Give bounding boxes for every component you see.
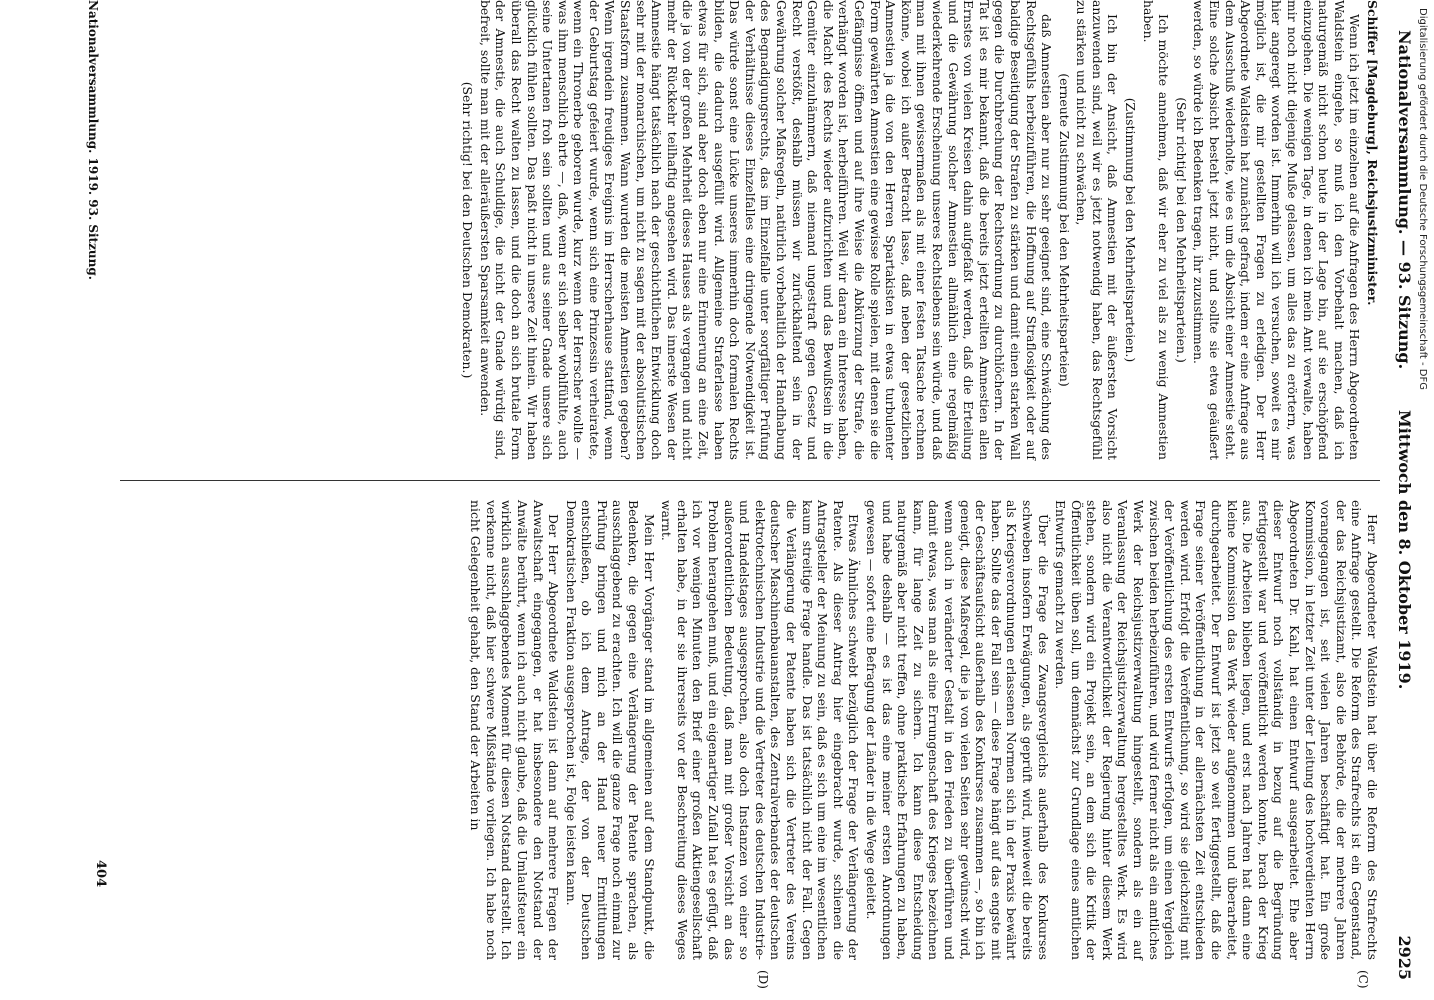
interjection: (Sehr richtig! bei den Mehrheitsparteien.)	[1173, 97, 1189, 363]
page-number: 2925	[1395, 935, 1414, 980]
interjection: (Sehr richtig! bei den Deutschen Demokraten.)	[460, 81, 476, 379]
header-center: Mittwoch den 8. Oktober 1919.	[1395, 410, 1414, 690]
marker-c: (C)	[1356, 970, 1370, 989]
paragraph: Herr Abgeordneter Waldstein hat über die Reform des Strafrechts eine Anfrage gestellt. Die Reform des Strafrechts ist ein Gegenstand, der das Reichsjustizamt, also die Behörde, die der mehrere Jahren vorangegangen ist, seit vielen Jahren beschäftigt hat. Ein große Kommission, in letzter Zeit unter der Leitung des hochverdienten Herrn Abgeordneten Dr. Kahl, hat einen Entwurf ausgearbeitet. Ehe aber dieser Entwurf noch vollständig in bezug auf die Begründung fertiggestellt war und veröffentlicht werden konnte, brach der Krieg aus. Die Arbeiten blieben liegen, und erst nach Jahren hat dann eine kleine Kommission das Werk wieder aufgenommen und überarbeitet, durchgearbeitet. Der Entwurf ist jetzt so weit fertiggestellt, daß die Frage seiner Veröffentlichung in der allernächsten Zeit entschieden werden wird. Erfolgt die Veröffentlichung, so wird sie gleichzeitig mit der Veröffentlichung des ersten Entwurfs erfolgen, um einen Vergleich zwischen beiden herbeizuführen, und wird ferner nicht als ein amtliches Werk der Reichsjustizverwaltung hingestellt, sondern als ein auf Veranlassung der Reichsjustizverwaltung hergestelltes Werk. Es wird also nicht die Verantwortlichkeit der Regierung hinter diesem Werk stehen, sondern wird ein Projekt sein, an dem sich die Kritik der Öffentlichkeit üben soll, um demnächst zur Grundlage eines amtlichen Entwurfs gemacht zu werden.	[1053, 500, 1380, 960]
paragraph: Der Herr Abgeordnete Waldstein ist dann auf mehrere Fragen der Anwaltschaft eingegangen, er hat insbesondere den Notstand der Anwälte berührt, wenn ich auch nicht glaube, daß die Umlaufsteuer ein wirklich ausschlaggebendes Moment für diesen Notstand darstellt. Ich verkenne nicht, daß hier schwere Mißstände vorliegen. Ich habe noch nicht Gelegenheit gehabt, den Stand der Arbeiten in	[468, 500, 562, 960]
paragraph: Mein Herr Vorgänger stand im allgemeinen auf dem Standpunkt, die Bedenken, die gegen eine Verlängerung der Patente sprachen, als ausschlaggebend zu erachten. Ich will die ganze Frage noch einmal zur Prüfung bringen und mich an der Hand neuer Ermittlungen entschließen, ob ich dem Antrage, der von der Deutschen Demokratischen Fraktion ausgesprochen ist, Folge leisten kann.	[563, 500, 657, 960]
paragraph: Wenn ich jetzt im einzelnen auf die Anfragen des Herrn Abgeordneten Waldstein eingehe, so muß ich den Vorbehalt machen, daß ich naturgemäß nicht schon heute in der Lage bin, auf sie erschöpfend einzugehen. Die wenigen Tage, in denen ich mein Amt verwalte, haben mir noch nicht diejenige Muße gelassen, um alles das zu erörtern, was hier angeregt worden ist. Immerhin will ich versuchen, soweit es mir möglich ist, die mir gestellten Fragen zu erledigen. Der Herr Abgeordnete Waldstein hat zunächst gefragt, indem er eine Anfrage aus dem Ausschuß wiederholte, wie es um die Absicht einer Amnestie steht. Eine solche Absicht besteht jetzt nicht, und sollte sie etwa geäußert werden, so würde ich Bedenken tragen, ihr zuzustimmen.	[1191, 0, 1363, 460]
paragraph: daß Amnestien aber nur zu sehr geeignet sind, eine Schwächung des Rechtsgefühls herbeizuführen, die Hoffnung auf Straflosigkeit oder auf baldige Beseitigung der Strafen zu stärken und damit einen starken Wall gegen die Durchbrechung der Rechtsordnung zu durchlöchern. In der Tat ist es mir bekannt, daß die bereits jetzt erteilten Amnestien allen Ernstes von vielen Kreisen dahin aufgefaßt werden, daß die Erteilung und die Gewährung solcher Amnestien allmählich eine regelmäßig wiederkehrende Erscheinung unseres Rechtslebens sein würde, und daß man mit ihnen gewissermaßen als mit einer festen Tatsache rechnen könne, wobei ich außer Betracht lasse, daß neben der gesetzlichen Amnestien ja die von den Herren Spartakisten in etwas turbulenter Form gewährten Amnestien eine gewisse Rolle spielen, mit denen sie die Gefängnisse öffnen und auf ihre Weise die Abkürzung der Strafe, die verhängt worden ist, herbeiführen. Weil wir daran ein Interesse haben, die Macht des Rechts wieder aufzurichten und das Bewußtsein in die Gemüter einzuhämmern, daß niemand ungestraft gegen Gesetz und Recht verstößt, deshalb müssen wir zurückhaltend sein in der Gewährung solcher Maßregeln, natürlich vorbehaltlich der Handhabung des Begnadigungsrechts, das im Einzelfalle unter sorgfältiger Prüfung der Verhältnisse dieses Einzelfalles eine dringende Notwendigkeit ist. Das würde sonst eine Lücke unseres immerhin doch formalen Rechts bilden, die dadurch ausgefüllt wird. Allgemeine Straferlasse haben etwas für sich, sind aber doch eben nur eine Erinnerung an eine Zeit, die ja von der großen Mehrheit dieses Hauses als vergangen und nicht mehr der Rückkehr teilhaftig angesehen wird. Das innerste Wesen der Amnestie hängt tatsächlich nach der geschichtlichen Entwicklung doch sehr mit der monarchischen, um nicht zu sagen mit der absolutistischen Staatsform zusammen. Wann wurden die meisten Amnestien gegeben? Wenn irgendein freudiges Ereignis im Herrscherhause stattfand, wenn der Geburtstag gefeiert wurde, wenn sich eine Prinzessin verheiratete, wenn ein Thronerbe geboren wurde, kurz wenn der Herrscher wollte — was ihm menschlich ehrte —, daß, wenn er sich selber wohlfühlte, auch seine Untertanen froh sein sollten und aus seiner Gnade unsere sich glücklich fühlen sollten. Das paßt nicht in unsere Zeit hinein. Wir haben überall das Recht walten zu lassen, und die doch an sich brutale Form der Amnestie, die auch Schuldige, die nicht der Gnade würdig sind, befreit, sollte man mit der alleräußersten Sparsamkeit anwenden.	[477, 0, 1055, 460]
paragraph: Über die Frage des Zwangsvergleichs außerhalb des Konkurses schweben insofern Erwägungen, als geprüft wird, inwieweit die bereits als Kriegsverordnungen erlassenen Normen sich in der Praxis bewährt haben. Sollte das der Fall sein — diese Frage hängt auf das engste mit der Geschäftsaufsicht außerhalb des Konkurses zusammen —, so bin ich geneigt, diese Maßregel, die ja von vielen Seiten sehr gewünscht wird, wenn auch in veränderter Gestalt in den Frieden zu überführen und damit etwas, was man als eine Errungenschaft des Krieges bezeichnen kann, für lange Zeit zu sichern. Ich kann diese Entscheidung naturgemäß aber nicht treffen, ohne praktische Erfahrungen zu haben, und habe deshalb — es ist das eine meiner ersten Anordnungen gewesen — sofort eine Befragung der Länder in die Wege geleitet.	[864, 500, 1051, 960]
dfg-notice	[1414, 8, 1430, 998]
left-column	[458, 0, 1380, 460]
paragraph: Ich bin der Ansicht, daß Amnestien mit der äußersten Vorsicht anzuwenden sind, weil wir es jetzt notwendig haben, das Rechtsgefühl zu stärken und nicht zu schwächen,	[1074, 0, 1121, 460]
header-left: Nationalversammlung. — 93. Sitzung.	[1395, 30, 1414, 370]
interjection: (Zustimmung bei den Mehrheitsparteien.)	[1123, 97, 1139, 363]
dfg-notice-text: Digitalisierung gefördert durch die Deutsche Forschungsgemeinschaft - DFG	[1417, 8, 1428, 391]
interjection: (erneute Zustimmung bei den Mehrheitsparteien)	[1056, 73, 1072, 387]
marker-d: (D)	[756, 970, 770, 989]
column-divider	[120, 480, 1380, 481]
page-footer: Nationalversammlung. 1919. 93. Sitzung.	[86, 0, 100, 280]
speaker-line: Schiffer [Magdeburg], Reichsjustizminister.	[1365, 0, 1380, 306]
footer-page-number: 404	[93, 860, 108, 888]
paragraph: Ich möchte annehmen, daß wir eher zu viel als zu wenig Amnestien haben.	[1140, 0, 1172, 460]
paragraph: Etwas Ähnliches schwebt bezüglich der Frage der Verlängerung der Patente. Als dieser Antrag hier eingebracht wurde, schienen die Antragsteller der Meinung zu sein, daß es sich um eine im wesentlichen kaum streitige Frage handle. Das ist tatsächlich nicht der Fall. Gegen die Verlängerung der Patente haben sich die Vertreter des Vereins deutscher Maschinenbauanstalten, des Zentralverbandes der deutschen elektrotechnischen Industrie und die Vertreter des deutschen Industrie- und Handelstages ausgesprochen, also doch Instanzen von einer so außerordentlichen Bedeutung, daß man mit großer Vorsicht an das Problem herangehen muß, und ein eigenartiger Zufall hat es gefügt, daß ich vor wenigen Minuten den Brief einer großen Aktiengesellschaft erhalten habe, in der sie ihrerseits vor der Beschreitung dieses Weges warnt.	[659, 500, 862, 960]
right-column	[466, 500, 1380, 960]
rotated-page-content	[70, 0, 1420, 990]
